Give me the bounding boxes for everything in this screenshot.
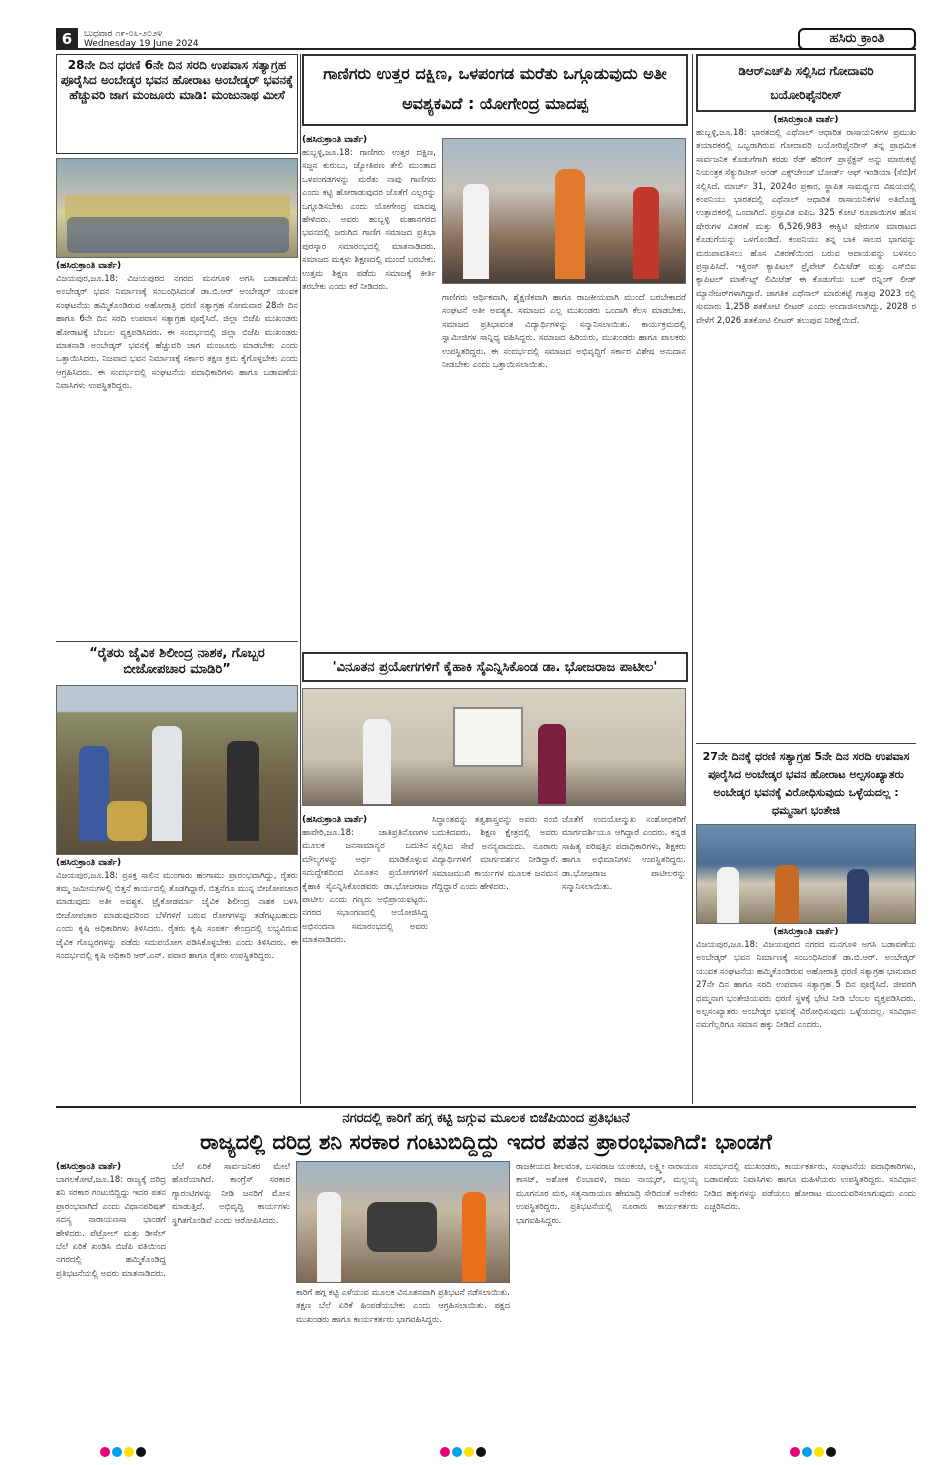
- story-kicker: ನಗರದಲ್ಲಿ ಕಾರಿಗೆ ಹಗ್ಗ ಕಟ್ಟಿ ಜಗ್ಗುವ ಮೂಲಕ ಬಿಜೆಪಿಯಿಂದ ಪ್ರತಿಭಟನೆ: [342, 1111, 630, 1126]
- story-headline: ರಾಜ್ಯದಲ್ಲಿ ದರಿದ್ರ ಶನಿ ಸರಕಾರ ಗಂಟುಬಿದ್ದಿದ್ದು ಇದರ ಪತನ ಪ್ರಾರಂಭವಾಗಿದೆ: ಭಾಂಡಗೆ: [200, 1130, 772, 1154]
- column-divider: [692, 54, 693, 1104]
- story-body: ಗಾಣಿಗರು ಆರ್ಥಿಕವಾಗಿ, ಶೈಕ್ಷಣಿಕವಾಗಿ ಹಾಗೂ ರಾಜಕೀಯವಾಗಿ ಮುಂದೆ ಬರಬೇಕಾದರೆ ಸಂಘಟನೆ ಅತೀ ಅವಶ್ಯಕ. ಸಮಾಜದ ಎಲ್ಲ ಮುಖಂಡರು ಒಂದಾಗಿ ಕೆಲಸ ಮಾಡಬೇಕು. ಸಮಾಜದ ಪ್ರತಿಭಾವಂತ ವಿದ್ಯಾರ್ಥಿಗಳನ್ನು ಸನ್ಮಾನಿಸಲಾಯಿತು. ಕಾರ್ಯಕ್ರಮದಲ್ಲಿ ಸ್ವಾಮೀಜಿಗಳ ಸಾನ್ನಿಧ್ಯ ವಹಿಸಿದ್ದರು. ಸಮಾಜದ ಹಿರಿಯರು, ಮುಖಂಡರು ಹಾಗೂ ಪಾಲಕರು ಉಪಸ್ಥಿತರಿದ್ದರು. ಈ ಸಂದರ್ಭದಲ್ಲಿ ಸಮಾಜದ ಅಭಿವೃದ್ಧಿಗೆ ಸರ್ಕಾರ ವಿಶೇಷ ಅನುದಾನ ನೀಡಬೇಕು ಎಂದು ಒತ್ತಾಯಿಸಲಾಯಿತು.: [442, 293, 686, 371]
- page-number: 6: [56, 28, 78, 50]
- story-body: ಜೊತೆಗೆ ಉದಯೋನ್ಮುಖ ಸಂಶೋಧಕರಿಗೆ ಮಾರ್ಗದರ್ಶಿಯೂ ಆಗಿದ್ದಾರೆ ಎಂದರು. ಕನ್ನಡ ಸಾಹಿತ್ಯ ಪರಿಷತ್ತಿನ ಪದಾಧಿಕಾರಿಗಳು, ಶಿಕ್ಷಕರು ಹಾಗೂ ಅಭಿಮಾನಿಗಳು ಉಪಸ್ಥಿತರಿದ್ದರು. ಡಾ.ಭೋಜರಾಜ ಪಾಟೀಲರನ್ನು ಸನ್ಮಾನಿಸಲಾಯಿತು.: [562, 815, 686, 893]
- story-byline: (ಹಸಿರುಕ್ರಾಂತಿ ವಾರ್ತೆ): [773, 115, 839, 125]
- edition-date: [84, 29, 199, 49]
- story-byline: (ಹಸಿರುಕ್ರಾಂತಿ ವಾರ್ತೆ): [773, 927, 839, 937]
- text-column: [302, 132, 436, 635]
- paper-name: ಹಸಿರು ಕ್ರಾಂತಿ: [798, 28, 916, 50]
- story-headline: 28ನೇ ದಿನ ಧರಣಿ 6ನೇ ದಿನ ಸರದಿ ಉಪವಾಸ ಸತ್ಯಾಗ್ರಹ ಪೂರೈಸಿದ ಅಂಬೇಡ್ಕರ ಭವನ ಹೋರಾಟ ಅಂಬೇಡ್ಕರ್ ಭವನಕ್ಕೆ ಹೆಚ್ಚುವರಿ ಜಾಗ ಮಂಜೂರು ಮಾಡಿ: ಮಂಜುನಾಥ ಮೀಸೆ: [60, 58, 294, 102]
- story-headline-box: [56, 54, 298, 154]
- masthead: [56, 28, 916, 50]
- news-photo: [296, 1161, 510, 1283]
- story-body: ಹುಬ್ಬಳ್ಳಿ,ಜೂ.18: ಗಾಣಿಗರು ಉತ್ತರ ದಕ್ಷಿಣ, ಸಜ್ಜನ ಕುರುಬು, ಜ್ಯೋತಿಪಣ ತೇಲಿ ಮುಂತಾದ ಒಳಪಂಗಡಗಳನ್ನು ಮರೆತು ನಾವು ಗಾಣಿಗರು ಎಂದು ಕಟ್ಟಿ ಹೋರಾಡುವುದರ ಜೊತೆಗೆ ಎಲ್ಲರನ್ನು ಒಗ್ಗೂಡಿಸಬೇಕು ಎಂದು ಯೋಗೇಂದ್ರ ಮಾದಪ್ಪ ಹೇಳಿದರು. ಅವರು ಹುಬ್ಬಳ್ಳಿ ಮಹಾನಗರದ ಭವನದಲ್ಲಿ ಜರುಗಿದ ಗಾಣಿಗ ಸಮಾಜದ ಪ್ರತಿಭಾ ಪುರಸ್ಕಾರ ಸಮಾರಂಭದಲ್ಲಿ ಮಾತನಾಡಿದರು. ಸಮಾಜದ ಮಕ್ಕಳು ಶಿಕ್ಷಣದಲ್ಲಿ ಮುಂದೆ ಬರಬೇಕು. ಉತ್ತಮ ಶಿಕ್ಷಣ ಪಡೆದು ಸಮಾಜಕ್ಕೆ ಕೀರ್ತಿ ತರಬೇಕು ಎಂದು ಕರೆ ನೀಡಿದರು.: [302, 148, 436, 293]
- story-body: ಕಾರಿಗೆ ಹಗ್ಗ ಕಟ್ಟಿ ಎಳೆಯುವ ಮೂಲಕ ವಿನೂತನವಾಗಿ ಪ್ರತಿಭಟನೆ ನಡೆಸಲಾಯಿತು. ತಕ್ಷಣ ಬೆಲೆ ಏರಿಕೆ ಹಿಂಪಡೆಯಬೇಕು ಎಂದು ಆಗ್ರಹಿಸಲಾಯಿತು. ಪಕ್ಷದ ಮುಖಂಡರು ಹಾಗೂ ಕಾರ್ಯಕರ್ತರು ಭಾಗವಹಿಸಿದ್ದರು.: [296, 1288, 510, 1325]
- story-body: ರಾಜಕೀಯದ ಶೀಲವಂತ, ಬಸವರಾಜ ಯಂಕಂಚಿ, ಲಕ್ಷ್ಮೀ ನಾರಾಯಣ ಕಾಸಟ್, ಅಶೋಕ ಲಿಂಬಾವಳಿ, ರಾಜು ನಾಯ್ಕರ್, ಮಲ್ಲಯ್ಯ ಮೂಗನೂರ ಮಠ, ಸತ್ಯನಾರಾಯಣ ಹೇಮಾದ್ರಿ ಸೇರಿದಂತೆ ಅನೇಕರು ಉಪಸ್ಥಿತರಿದ್ದರು. ಪ್ರತಿಭಟನೆಯಲ್ಲಿ ನೂರಾರು ಕಾರ್ಯಕರ್ತರು ಭಾಗವಹಿಸಿದ್ದರು.: [516, 1162, 698, 1226]
- news-photo: [696, 824, 916, 924]
- story-body: ಬಾಗಲಕೋಟೆ,ಜೂ.18: ರಾಜ್ಯಕ್ಕೆ ದರಿದ್ರ ಶನಿ ಸರಕಾರ ಗಂಟುಬಿದ್ದಿದ್ದು ಇದರ ಪತನ ಪ್ರಾರಂಭವಾಗಿದೆ ಎಂದು ವಿಧಾನಪರಿಷತ್ ಸದಸ್ಯ ನಾರಾಯಣಸಾ ಭಾಂಡಗೆ ಹೇಳಿದರು. ಪೆಟ್ರೋಲ್ ಮತ್ತು ಡೀಸೆಲ್ ಬೆಲೆ ಏರಿಕೆ ಖಂಡಿಸಿ ಬಿಜೆಪಿ ವತಿಯಿಂದ ನಗರದಲ್ಲಿ ಹಮ್ಮಿಕೊಂಡಿದ್ದ ಪ್ರತಿಭಟನೆಯಲ್ಲಿ ಅವರು ಮಾತನಾಡಿದರು.: [56, 1175, 166, 1279]
- story-headline: “ರೈತರು ಜೈವಿಕ ಶಿಲೀಂದ್ರ ನಾಶಕ, ಗೊಬ್ಬರ ಬೀಜೋಪಚಾರ ಮಾಡಿರಿ”: [89, 646, 265, 678]
- story-body: ಬೆಲೆ ಏರಿಕೆ ಸಾರ್ವಜನಿಕರ ಮೇಲೆ ಹೊರೆಯಾಗಿದೆ. ಕಾಂಗ್ರೆಸ್ ಸರಕಾರ ಗ್ಯಾರಂಟಿಗಳನ್ನು ನೀಡಿ ಜನರಿಗೆ ಮೋಸ ಮಾಡುತ್ತಿದೆ. ಅಭಿವೃದ್ಧಿ ಕಾರ್ಯಗಳು ಸ್ಥಗಿತಗೊಂಡಿವೆ ಎಂದು ಆರೋಪಿಸಿದರು.: [172, 1162, 290, 1226]
- story-byline: (ಹಸಿರುಕ್ರಾಂತಿ ವಾರ್ತೆ): [56, 1162, 122, 1172]
- left-column: [56, 54, 298, 1104]
- story-headline-box: [302, 652, 688, 682]
- color-registration-marks: [790, 1442, 838, 1454]
- bottom-story: [56, 1106, 916, 1437]
- news-photo: [302, 688, 686, 806]
- story-byline: (ಹಸಿರುಕ್ರಾಂತಿ ವಾರ್ತೆ): [56, 857, 122, 868]
- story-headline: 'ವಿನೂತನ ಪ್ರಯೋಗಗಳಿಗೆ ಕೈಹಾಕಿ ಸೈಎನ್ನಿಸಿಕೊಂಡ ಡಾ. ಭೋಜರಾಜ ಪಾಟೀಲ': [332, 660, 658, 675]
- date-english: Wednesday 19 June 2024: [84, 39, 199, 49]
- story-block: [302, 688, 688, 1098]
- page-body: [56, 54, 916, 1437]
- news-photo: [56, 685, 298, 855]
- story-body: ಹಾವೇರಿ,ಜೂ.18: ಜಾತಿಪ್ರತಿನೊಣಗಳ ಮೂಲಕ ಜನಸಾಮಾನ್ಯರ ಬದುಕಿನ ಮೌಲ್ಯಗಳನ್ನು ಅರ್ಥ ಮಾಡಿಕೊಳ್ಳುವ ಸದುದ್ದೇಶದಿಂದ ವಿನೂತನ ಪ್ರಯೋಗಗಳಿಗೆ ಕೈಹಾಕಿ ಸೈಎನ್ನಿಸಿಕೊಂಡವರು ಡಾ.ಭೋಜರಾಜ ಪಾಟೀಲ ಎಂದು ಗಣ್ಯರು ಅಭಿಪ್ರಾಯಪಟ್ಟರು. ನಗರದ ಸಭಾಂಗಣದಲ್ಲಿ ಆಯೋಜಿಸಿದ್ದ ಅಭಿನಂದನಾ ಸಮಾರಂಭದಲ್ಲಿ ಅವರು ಮಾತನಾಡಿದರು.: [302, 828, 428, 946]
- right-column: [696, 54, 916, 1104]
- story-byline: (ಹಸಿರುಕ್ರಾಂತಿ ವಾರ್ತೆ): [302, 135, 368, 145]
- story-byline: (ಹಸಿರುಕ್ರಾಂತಿ ವಾರ್ತೆ): [56, 261, 122, 271]
- divider: [56, 641, 298, 642]
- text-column: [302, 812, 428, 1089]
- story-byline: (ಹಸಿರುಕ್ರಾಂತಿ ವಾರ್ತೆ): [302, 815, 368, 825]
- text-column: [56, 1159, 166, 1424]
- column-divider: [300, 54, 301, 1104]
- story-block: [302, 132, 688, 648]
- news-photo: [56, 158, 298, 258]
- color-registration-marks: [440, 1442, 488, 1454]
- story-block: [56, 1159, 916, 1429]
- story-body: ವಿಜಯಪುರ,ಜೂ.18: ವಿಜಯಪುರದ ನಗರದ ಮನಗೂಳಿ ಅಗಸಿ ಬಡಾವಣೆಯ ಅಂಬೇಡ್ಕರ್ ಭವನ ನಿರ್ಮಾಣಕ್ಕೆ ಸಂಬಂಧಿಸಿದಂತೆ ಡಾ.ಬಿ.ಆರ್. ಅಂಬೇಡ್ಕರ್ ಯುವಕ ಸಂಘಟನೆಯ ಹಮ್ಮಿಕೊಂಡಿರುವ ಅಹೋರಾತ್ರಿ ಧರಣಿ ಸತ್ಯಾಗ್ರಹ ಭಾನುವಾರ 27ನೇ ದಿನ ಹಾಗೂ ಸರದಿ ಉಪವಾಸ ಸತ್ಯಾಗ್ರಹ 5 ದಿನ ಪೂರೈಸಿದೆ. ಜೀವರಗಿ ಧಮ್ಮನಾಗ ಭಂತೇಜಿಯವರು ಧರಣಿ ಸ್ಥಳಕ್ಕೆ ಭೇಟಿ ನೀಡಿ ಬೆಂಬಲ ವ್ಯಕ್ತಪಡಿಸಿದರು. ಅಲ್ಪಸಂಖ್ಯಾತರು ಅಂಬೇಡ್ಕರ ಭವನಕ್ಕೆ ವಿರೋಧಿಸುವುದು ಒಳ್ಳೆಯದಲ್ಲ. ಸಂವಿಧಾನ ನಮಗೆಲ್ಲರಿಗೂ ಸಮಾನ ಹಕ್ಕು ನೀಡಿದೆ ಎಂದರು.: [696, 940, 916, 1031]
- story-headline: ಡಿಆರ್‌ಎಚ್‌ಪಿ ಸಲ್ಲಿಸಿದ ಗೋದಾವರಿ ಬಯೋರಿಫೈನರೀಸ್: [738, 64, 874, 102]
- story-headline-box: [696, 54, 916, 112]
- story-body: ಸಂದರ್ಭದಲ್ಲಿ ಮುಖಂಡರು, ಕಾರ್ಯಕರ್ತರು, ಸಂಘಟನೆಯ ಪದಾಧಿಕಾರಿಗಳು, ಬಡಾವಣೆಯ ನಿವಾಸಿಗಳು ಹಾಗೂ ಮಹಿಳೆಯರು ಉಪಸ್ಥಿತರಿದ್ದರು. ಸಂವಿಧಾನ ನೀಡಿದ ಹಕ್ಕುಗಳನ್ನು ಪಡೆಯಲು ಹೋರಾಟ ಮುಂದುವರಿಸಲಾಗುವುದು ಎಂದು ಎಚ್ಚರಿಸಿದರು.: [704, 1162, 916, 1213]
- story-body: ವಿಜಯಪುರ,ಜೂ.18: ವಿಜಯಪುರದ ನಗರದ ಮನಗೂಳಿ ಅಗಸಿ ಬಡಾವಣೆಯ ಅಂಬೇಡ್ಕರ್ ಭವನ ನಿರ್ಮಾಣಕ್ಕೆ ಸಂಬಂಧಿಸಿದಂತೆ ಡಾ.ಬಿ.ಆರ್ ಅಂಬೇಡ್ಕರ್ ಯುವಕ ಸಂಘಟನೆಯ ಹಮ್ಮಿಕೊಂಡಿರುವ ಅಹೋರಾತ್ರಿ ಧರಣಿ ಸತ್ಯಾಗ್ರಹ ಸೋಮವಾರ 28ನೇ ದಿನ ಹಾಗೂ 6ನೇ ದಿನ ಸರದಿ ಉಪವಾಸ ಸತ್ಯಾಗ್ರಹ ಪೂರೈಸಿದೆ. ಜಿಲ್ಲಾ ಬಿಜೆಪಿ ಮುಖಂಡರು ಹೋರಾಟಕ್ಕೆ ಬೆಂಬಲ ವ್ಯಕ್ತಪಡಿಸಿದರು. ಈ ಸಂದರ್ಭದಲ್ಲಿ ಜಿಲ್ಲಾ ಬಿಜೆಪಿ ಮುಖಂಡರು ಮಾತನಾಡಿ ಅಂಬೇಡ್ಕರ್ ಭವನಕ್ಕೆ ಹೆಚ್ಚುವರಿ ಜಾಗ ಮಂಜೂರು ಮಾಡಬೇಕು ಎಂದು ಒತ್ತಾಯಿಸಿದರು. ನಿಜವಾದ ಭವನ ನಿರ್ಮಾಣಕ್ಕೆ ಸರ್ಕಾರ ತಕ್ಷಣ ಕ್ರಮ ಕೈಗೊಳ್ಳಬೇಕು ಎಂದು ಆಗ್ರಹಿಸಿದರು. ಈ ಸಂದರ್ಭದಲ್ಲಿ ಸಂಘಟನೆಯ ಪದಾಧಿಕಾರಿಗಳು ಹಾಗೂ ಬಡಾವಣೆಯ ನಿವಾಸಿಗಳು ಉಪಸ್ಥಿತರಿದ್ದರು.: [56, 274, 298, 392]
- story-body: ಸಿದ್ಧಾಂತವನ್ನು ತತ್ವಶಾಸ್ತ್ರವನ್ನು ಅವರು ನಂಬಿ ಬದುಕಿದವರು. ಶಿಕ್ಷಣ ಕ್ಷೇತ್ರದಲ್ಲಿ ಅವರು ಸಲ್ಲಿಸಿದ ಸೇವೆ ಅನನ್ಯವಾದುದು. ನೂರಾರು ವಿದ್ಯಾರ್ಥಿಗಳಿಗೆ ಮಾರ್ಗದರ್ಶನ ನೀಡಿದ್ದಾರೆ. ಸಮಾಜಮುಖಿ ಕಾರ್ಯಗಳ ಮೂಲಕ ಜನಮನ ಗೆದ್ದಿದ್ದಾರೆ ಎಂದು ಹೇಳಿದರು.: [432, 815, 558, 893]
- story-headline-box: [302, 54, 688, 126]
- story-body: ಹುಬ್ಬಳ್ಳಿ,ಜೂ.18: ಭಾರತದಲ್ಲಿ ಎಥೆನಾಲ್ ಆಧಾರಿತ ರಾಸಾಯನಿಕಗಳ ಪ್ರಮುಖ ತಯಾರಕರಲ್ಲಿ ಒಬ್ಬರಾಗಿರುವ ಗೋದಾವರಿ ಬಯೋರಿಫೈನರೀಸ್ ತನ್ನ ಪ್ರಾಥಮಿಕ ಸಾರ್ವಜನಿಕ ಕೊಡುಗೆಗಾಗಿ ಕರಡು ರೆಡ್ ಹೆರಿಂಗ್ ಪ್ರಾಸ್ಪೆಕ್ಟಸ್ ಅನ್ನು ಮಾರುಕಟ್ಟೆ ನಿಯಂತ್ರಕ ಸೆಕ್ಯುರಿಟೀಸ್ ಅಂಡ್ ಎಕ್ಸ್‌ಚೇಂಜ್ ಬೋರ್ಡ್ ಆಫ್ ಇಂಡಿಯಾ (ಸೆಬಿ)ಗೆ ಸಲ್ಲಿಸಿದೆ. ಮಾರ್ಚ್ 31, 2024ರ ಪ್ರಕಾರ, ಸ್ಥಾಪಿತ ಸಾಮರ್ಥ್ಯದ ವಿಷಯದಲ್ಲಿ ಕಂಪನಿಯು ಭಾರತದಲ್ಲಿ ಎಥೆನಾಲ್ ಆಧಾರಿತ ರಾಸಾಯನಿಕಗಳ ಅತಿದೊಡ್ಡ ಉತ್ಪಾದಕರಲ್ಲಿ ಒಂದಾಗಿದೆ. ಪ್ರಸ್ತಾವಿತ ಐಪಿಒ 325 ಕೋಟಿ ರೂಪಾಯಿಗಳ ಹೊಸ ಷೇರುಗಳ ವಿತರಣೆ ಮತ್ತು 6,526,983 ಈಕ್ವಿಟಿ ಷೇರುಗಳ ಮಾರಾಟದ ಕೊಡುಗೆಯನ್ನು ಒಳಗೊಂಡಿದೆ. ಕಂಪನಿಯು ತನ್ನ ಬಾಕಿ ಸಾಲದ ಭಾಗವನ್ನು ಮರುಪಾವತಿಸಲು ಹೊಸ ವಿತರಣೆಯಿಂದ ಬರುವ ಆದಾಯವನ್ನು ಬಳಸಲು ಪ್ರಸ್ತಾಪಿಸಿದೆ. ಇಕ್ವಿರಸ್ ಕ್ಯಾಪಿಟಲ್ ಪ್ರೈವೇಟ್ ಲಿಮಿಟೆಡ್ ಮತ್ತು ಎಸ್‌ಬಿಐ ಕ್ಯಾಪಿಟಲ್ ಮಾರ್ಕೆಟ್ಸ್ ಲಿಮಿಟೆಡ್ ಈ ಕೊಡುಗೆಯ ಬುಕ್ ರನ್ನಿಂಗ್ ಲೀಡ್ ಮ್ಯಾನೇಜರ್‌ಗಳಾಗಿದ್ದಾರೆ. ಜಾಗತಿಕ ಎಥೆನಾಲ್ ಮಾರುಕಟ್ಟೆ ಗಾತ್ರವು 2023 ರಲ್ಲಿ ಸುಮಾರು 1,258 ಶತಕೋಟಿ ಲೀಟರ್ ಎಂದು ಅಂದಾಜಿಸಲಾಗಿದ್ದು, 2028 ರ ವೇಳೆಗೆ 2,026 ಶತಕೋಟಿ ಲೀಟರ್ ತಲುಪುವ ನಿರೀಕ್ಷೆಯಿದೆ.: [696, 128, 916, 326]
- date-kannada: ಬುಧವಾರ ೧೯-೦೬-೨೦೨೪: [84, 29, 163, 39]
- news-photo: [442, 138, 686, 284]
- divider: [696, 743, 916, 744]
- center-column: [302, 54, 688, 1104]
- color-registration-marks: [100, 1442, 148, 1454]
- story-body: ವಿಜಯಪುರ,ಜೂ.18: ಪ್ರಸಕ್ತ ಸಾಲಿನ ಮುಂಗಾರು ಹಂಗಾಮು ಪ್ರಾರಂಭವಾಗಿದ್ದು, ರೈತರು ತಮ್ಮ ಜಮೀನುಗಳಲ್ಲಿ ಬಿತ್ತನೆ ಕಾರ್ಯದಲ್ಲಿ ತೊಡಗಿದ್ದಾರೆ. ಬಿತ್ತನೆಗೂ ಮುನ್ನ ಬೀಜೋಪಚಾರ ಮಾಡುವುದು ಅತೀ ಅವಶ್ಯಕ. ಟ್ರೈಕೋಡರ್ಮಾ ಜೈವಿಕ ಶಿಲೀಂದ್ರ ನಾಶಕ ಬಳಸಿ ಬೀಜೋಪಚಾರ ಮಾಡುವುದರಿಂದ ಬೆಳೆಗಳಿಗೆ ಬರುವ ರೋಗಗಳನ್ನು ತಡೆಗಟ್ಟಬಹುದು ಎಂದು ಕೃಷಿ ಅಧಿಕಾರಿಗಳು ತಿಳಿಸಿದರು. ರೈತರು ಕೃಷಿ ಸಂಪರ್ಕ ಕೇಂದ್ರದಲ್ಲಿ ಲಭ್ಯವಿರುವ ಜೈವಿಕ ಗೊಬ್ಬರಗಳನ್ನು ಪಡೆದು ಸದುಪಯೋಗ ಪಡಿಸಿಕೊಳ್ಳಬೇಕು ಎಂದು ತಿಳಿಸಿದರು. ಈ ಸಂದರ್ಭದಲ್ಲಿ ಕೃಷಿ ಅಧಿಕಾರಿ ಆರ್.ಎನ್. ಪವಾರ ಹಾಗೂ ರೈತರು ಉಪಸ್ಥಿತರಿದ್ದರು.: [56, 870, 298, 961]
- story-headline: 27ನೇ ದಿನಕ್ಕೆ ಧರಣಿ ಸತ್ಯಾಗ್ರಹ 5ನೇ ದಿನ ಸರದಿ ಉಪವಾಸ ಪೂರೈಸಿದ ಅಂಬೇಡ್ಕರ ಭವನ ಹೋರಾಟ ಅಲ್ಪಸಂಖ್ಯಾತರು ಅಂಬೇಡ್ಕರ ಭವನಕ್ಕೆ ವಿರೋಧಿಸುವುದು ಒಳ್ಳೆಯದಲ್ಲ : ಧಮ್ಮನಾಗ ಭಂತೇಜಿ: [702, 750, 910, 817]
- story-headline: ಗಾಣಿಗರು ಉತ್ತರ ದಕ್ಷಿಣ, ಒಳಪಂಗಡ ಮರೆತು ಒಗ್ಗೂಡುವುದು ಅತೀ ಅವಶ್ಯಕವಿದೆ : ಯೋಗೇಂದ್ರ ಮಾದಪ್ಪ: [323, 64, 667, 113]
